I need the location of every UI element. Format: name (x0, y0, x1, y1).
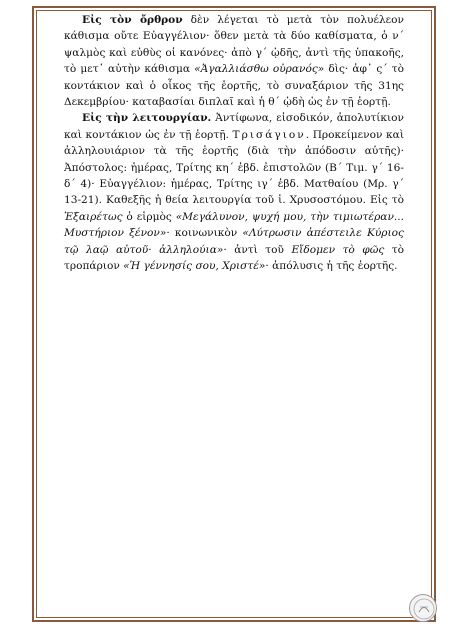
liturgy-text-4: · κοινωνικὸν (166, 227, 243, 240)
liturgy-paragraph (64, 110, 404, 274)
liturgy-text-6: τὸ τροπάριον (64, 243, 404, 273)
seal-stamp-icon (409, 594, 437, 622)
orthros-paragraph (64, 12, 404, 110)
eidomen-title: Εἴδομεν τὸ φῶς (291, 243, 385, 256)
orthros-text-2: δὶς· ἀφ᾽ ς΄ τὸ κοντάκιον καὶ ὁ οἶκος τῆς ἑορτῆς, τὸ συναξάριον τῆς 31ης Δεκεμβρίου· καταβασίαι διπλαῖ καὶ ἡ θ΄ ᾠδὴ ὡς ἐν τῇ ἑορτῇ. (64, 63, 404, 109)
heirmos-title: «Μεγάλυνον, ψυχή μου, τὴν τιμιωτέραν... Μυστήριον ξένον» (64, 210, 404, 240)
liturgy-heading: Εἰς τὴν λειτουργίαν. (82, 112, 212, 125)
liturgy-text-2: . Προκείμενον καὶ ἀλληλουιάριον τὰ τῆς ἑορτῆς (διὰ τὴν ἀπόδοσιν αὐτῆς)· Ἀπόστολος: ἡμέρας, Τρίτης κη΄ ἑβδ. ἐπιστολῶν (Β΄ Τιμ. γ΄ 16-δ΄ 4)· Εὐαγγέλιον: ἡμέρας, Τρίτης ιγ΄ ἑβδ. Ματθαίου (Μρ. γ΄ 13-21). Καθεξῆς ἡ θεία λειτουργία τοῦ ἱ. Χρυσοστόμου. Εἰς τὸ (64, 128, 404, 207)
liturgy-text-5: · ἀντὶ τοῦ (223, 243, 292, 256)
orthros-text-1: δὲν λέγεται τὸ μετὰ τὸν πολυέλεον κάθισμα οὔτε Εὐαγγέλιον· ὅθεν μετὰ τὰ δύο καθίσματα, ὁ ν΄ ψαλμὸς καὶ εὐθὺς οἱ κανόνες· ἀπὸ γ΄ ᾠδῆς, ἀντὶ τῆς ὑπακοῆς, τὸ μετ᾽ αὐτὴν κάθισμα (64, 14, 404, 76)
koinonikon-title: «Λύτρωσιν ἀπέστειλε Κύριος τῷ λαῷ αὐτοῦ· ἀλληλούια» (64, 227, 404, 256)
liturgy-text-7: · ἀπόλυσις ἡ τῆς ἑορτῆς. (265, 260, 398, 273)
trisagion-word: Τρισάγιον (232, 128, 306, 141)
orthros-heading: Εἰς τὸν ὄρθρον (82, 14, 183, 26)
troparion-title: «Ἡ γέννησίς σου, Χριστέ» (123, 260, 266, 273)
exairetos-word: Ἐξαιρέτως (64, 210, 123, 223)
liturgy-text-1: Ἀντίφωνα, εἰσοδικόν, ἀπολυτίκιον καὶ κοντάκιον ὡς ἐν τῇ ἑορτῇ. (64, 112, 404, 141)
orthros-kathisma-title: «Ἀγαλλιάσθω οὐρανός» (194, 63, 325, 76)
document-body (64, 12, 404, 275)
liturgy-text-3: ὁ εἱρμὸς (122, 210, 176, 223)
